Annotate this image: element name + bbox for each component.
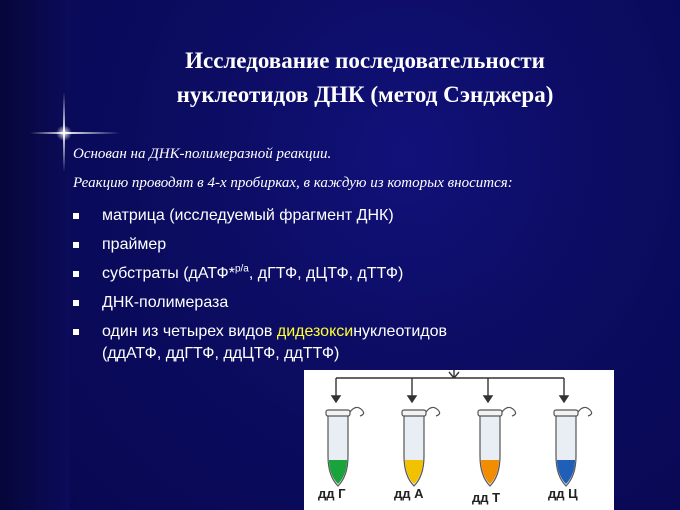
list-item-text (102, 259, 403, 288)
tube-label-g: дд Г (318, 486, 346, 501)
tube-1 (326, 407, 364, 486)
left-background-band (0, 0, 70, 510)
slide-title (90, 44, 640, 112)
dideoxy-suffix: нуклеотидов (353, 323, 447, 340)
sparkle-star-icon (56, 125, 72, 141)
tube-2 (402, 407, 440, 486)
tube-3 (478, 407, 516, 486)
intro-line-1: Основан на ДНК-полимеразной реакции. (73, 146, 332, 162)
intro-line-2: Реакцию проводят в 4-х пробирках, в каждую из которых вносится: (73, 175, 513, 191)
tube-label-t: дд Т (472, 490, 501, 505)
sparkle-decoration-horizontal (30, 132, 120, 134)
tube-4 (554, 407, 592, 486)
square-bullet-icon (73, 271, 79, 277)
title-line-2: нуклеотидов ДНК (метод Сэнджера) (176, 82, 554, 107)
distribution-bracket (332, 370, 568, 402)
dideoxy-highlight: дидезокси (276, 323, 354, 340)
tube-label-c: дд Ц (548, 486, 578, 501)
substrates-prefix: субстраты (дАТФ* (102, 265, 235, 282)
list-item-text: матрица (исследуемый фрагмент ДНК) (102, 207, 394, 224)
list-item-text: праймер (102, 236, 167, 253)
substrates-suffix: , дГТФ, дЦТФ, дТТФ) (248, 265, 404, 282)
radioactive-label-superscript: р/а (234, 263, 249, 275)
square-bullet-icon (73, 300, 79, 306)
square-bullet-icon (73, 329, 79, 335)
square-bullet-icon (73, 242, 79, 248)
title-line-1: Исследование последовательности (185, 48, 545, 73)
list-item-text: ДНК-полимераза (102, 294, 229, 311)
tube-label-a: дд А (394, 486, 424, 501)
list-item-text (102, 317, 447, 346)
list-continuation: (ддАТФ, ддГТФ, ддЦТФ, ддТТФ) (102, 345, 340, 362)
test-tubes-figure (304, 370, 614, 510)
dideoxy-prefix: один из четырех видов (102, 323, 277, 340)
square-bullet-icon (73, 213, 79, 219)
